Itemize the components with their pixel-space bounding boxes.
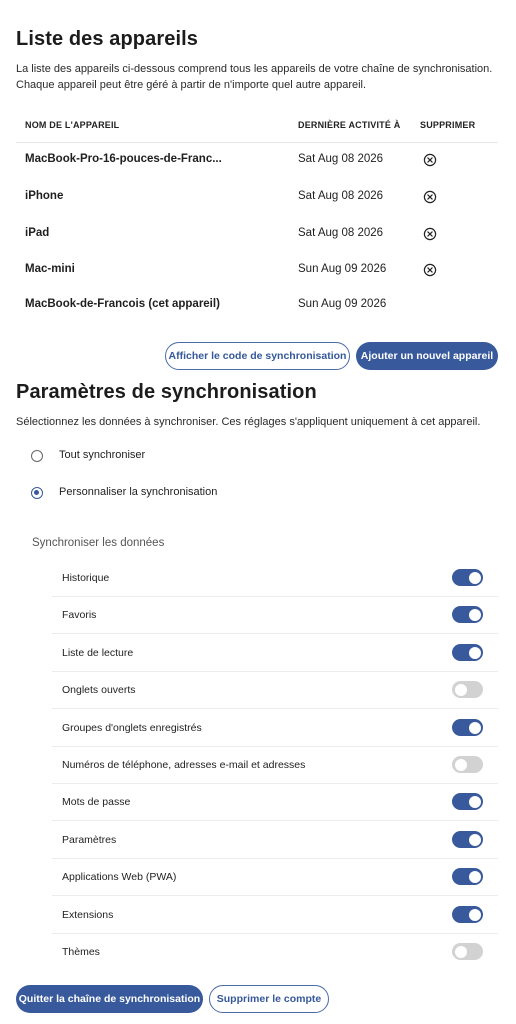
sync-data-item-label: Paramètres [62,834,117,846]
toggle-knob [469,572,481,584]
show-sync-code-button[interactable]: Afficher le code de synchronisation [165,342,350,370]
toggle-knob [469,834,481,846]
sync-data-toggle[interactable] [452,868,483,885]
sync-data-item [52,859,498,896]
remove-device-icon[interactable] [423,227,437,241]
device-last-activity: Sat Aug 08 2026 [298,190,384,202]
sync-data-toggle[interactable] [452,681,483,698]
device-name: Mac-mini [25,263,75,275]
sync-data-item-label: Thèmes [62,946,100,958]
add-new-device-button[interactable]: Ajouter un nouvel appareil [356,342,498,370]
sync-data-item [52,822,498,859]
sync-data-item-label: Mots de passe [62,796,131,808]
column-header-device-name: NOM DE L'APPAREIL [25,120,120,130]
remove-device-icon[interactable] [423,190,437,204]
device-row [16,216,498,253]
sync-data-heading: Synchroniser les données [32,537,165,549]
sync-data-item [52,784,498,821]
sync-data-toggle[interactable] [452,906,483,923]
device-last-activity: Sun Aug 09 2026 [298,263,387,275]
remove-device-icon[interactable] [423,153,437,167]
sync-data-item [52,747,498,784]
sync-data-item [52,560,498,597]
device-name: iPhone [25,190,64,202]
toggle-knob [455,684,467,696]
sync-data-item-label: Groupes d'onglets enregistrés [62,722,202,734]
sync-data-toggle[interactable] [452,569,483,586]
sync-data-item [52,710,498,747]
device-row [16,142,498,179]
sync-data-item [52,672,498,709]
devices-section-title: Liste des appareils [16,28,198,50]
sync-data-toggle[interactable] [452,719,483,736]
device-row [16,287,498,324]
toggle-knob [455,946,467,958]
sync-data-toggle[interactable] [452,831,483,848]
sync-data-item [52,934,498,971]
sync-data-item-label: Onglets ouverts [62,684,136,696]
device-last-activity: Sun Aug 09 2026 [298,298,387,310]
toggle-knob [469,722,481,734]
radio-button[interactable] [31,450,43,462]
column-header-last-activity: DERNIÈRE ACTIVITÉ À [298,120,401,130]
sync-settings-title: Paramètres de synchronisation [16,381,317,403]
sync-data-toggle[interactable] [452,756,483,773]
toggle-knob [469,871,481,883]
sync-data-toggle[interactable] [452,606,483,623]
sync-data-item-label: Applications Web (PWA) [62,871,177,883]
sync-data-item [52,897,498,934]
sync-data-item-label: Extensions [62,909,114,921]
toggle-knob [469,796,481,808]
toggle-knob [469,909,481,921]
sync-settings-description: Sélectionnez les données à synchroniser. Ces réglages s'appliquent uniquement à cet appareil. [16,416,481,428]
device-last-activity: Sat Aug 08 2026 [298,153,384,165]
column-header-delete: SUPPRIMER [420,120,476,130]
radio-label: Tout synchroniser [59,449,146,461]
device-last-activity: Sat Aug 08 2026 [298,227,384,239]
sync-data-item-label: Historique [62,572,110,584]
sync-data-toggle[interactable] [452,943,483,960]
radio-label: Personnaliser la synchronisation [59,486,218,498]
radio-button[interactable] [31,487,43,499]
toggle-knob [469,609,481,621]
toggle-knob [455,759,467,771]
device-row [16,252,498,289]
remove-device-icon[interactable] [423,263,437,277]
device-name: MacBook-Pro-16-pouces-de-Franc... [25,153,222,165]
sync-data-item-label: Numéros de téléphone, adresses e-mail et adresses [62,759,306,771]
sync-data-toggle[interactable] [452,793,483,810]
sync-data-toggle[interactable] [452,644,483,661]
devices-section-description: La liste des appareils ci-dessous comprend tous les appareils de votre chaîne de synchronisation. Chaque appareil peut être géré à partir de n'importe quel autre appareil. [16,63,493,91]
device-name: iPad [25,227,50,239]
leave-sync-chain-button[interactable]: Quitter la chaîne de synchronisation [16,985,203,1013]
sync-data-item [52,635,498,672]
delete-account-button[interactable]: Supprimer le compte [209,985,329,1013]
sync-data-item-label: Liste de lecture [62,647,134,659]
devices-table-header [16,112,498,143]
device-name: MacBook-de-Francois (cet appareil) [25,298,220,310]
device-row [16,179,498,216]
toggle-knob [469,647,481,659]
sync-data-item-label: Favoris [62,609,97,621]
sync-data-item [52,597,498,634]
